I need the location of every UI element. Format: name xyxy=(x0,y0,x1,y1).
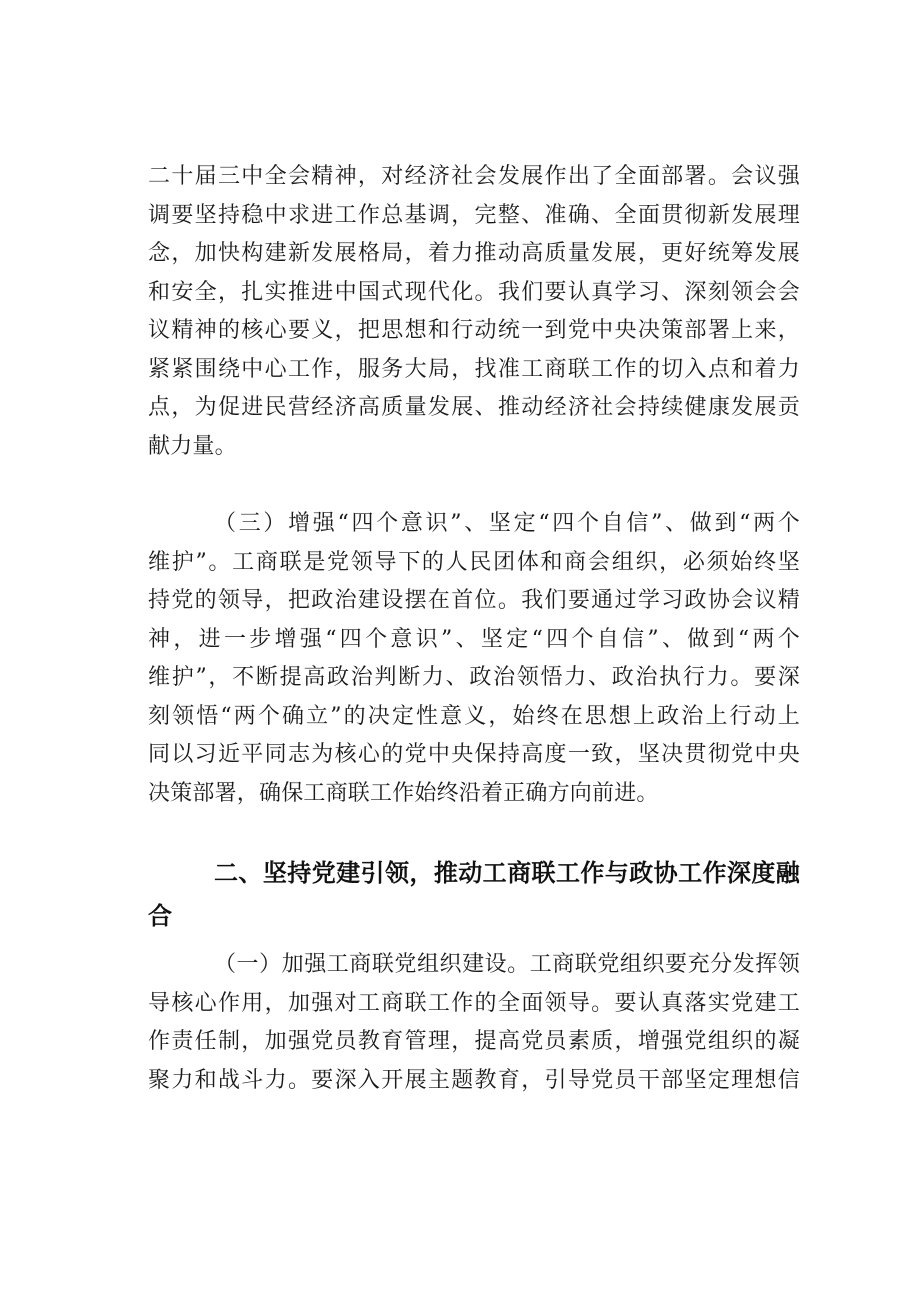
text-line: 刻领悟“两个确立”的决定性意义，始终在思想上政治上行动上 xyxy=(148,703,800,729)
text-line: 持党的领导，把政治建设摆在首位。我们要通过学习政协会议精 xyxy=(148,588,800,613)
text-line: 二十届三中全会精神，对经济社会发展作出了全面部署。会议强 xyxy=(148,164,800,189)
text-line: 和安全，扎实推进中国式现代化。我们要认真学习、深刻领会会 xyxy=(148,279,800,305)
text-line: 念，加快构建新发展格局，着力推动高质量发展，更好统筹发展 xyxy=(148,241,800,266)
text-line: 维护”。工商联是党领导下的人民团体和商会组织，必须始终坚 xyxy=(148,549,800,575)
paragraph-continuation xyxy=(148,158,800,466)
text-line: 决策部署，确保工商联工作始终沿着正确方向前进。 xyxy=(148,780,659,806)
text-line: 神，进一步增强“四个意识”、坚定“四个自信”、做到“两个 xyxy=(148,626,800,652)
text-line: 献力量。 xyxy=(148,433,237,459)
paragraph-section-one xyxy=(148,946,800,1100)
text-line: 点，为促进民营经济高质量发展、推动经济社会持续健康发展贡 xyxy=(148,395,800,420)
text-line: （一）加强工商联党组织建设。工商联党组织要充分发挥领 xyxy=(214,952,800,977)
text-line: 紧紧围绕中心工作，服务大局，找准工商联工作的切入点和着力 xyxy=(148,356,800,382)
paragraph-section-three xyxy=(148,505,800,813)
section-heading xyxy=(148,852,800,938)
text-line: 维护”，不断提高政治判断力、政治领悟力、政治执行力。要深 xyxy=(148,665,800,690)
heading-line: 二、坚持党建引领，推动工商联工作与政协工作深度融 xyxy=(214,859,800,887)
text-line: 议精神的核心要义，把思想和行动统一到党中央决策部署上来， xyxy=(148,318,800,343)
text-line: 调要坚持稳中求进工作总基调，完整、准确、全面贯彻新发展理 xyxy=(148,202,800,228)
text-line: 导核心作用，加强对工商联工作的全面领导。要认真落实党建工 xyxy=(148,990,800,1016)
heading-line: 合 xyxy=(148,902,173,930)
text-line: （三）增强“四个意识”、坚定“四个自信”、做到“两个 xyxy=(214,511,800,536)
text-line: 同以习近平同志为核心的党中央保持高度一致，坚决贯彻党中央 xyxy=(148,742,800,767)
text-line: 作责任制，加强党员教育管理，提高党员素质，增强党组织的凝 xyxy=(148,1029,800,1054)
text-line: 聚力和战斗力。要深入开展主题教育，引导党员干部坚定理想信 xyxy=(148,1067,800,1093)
